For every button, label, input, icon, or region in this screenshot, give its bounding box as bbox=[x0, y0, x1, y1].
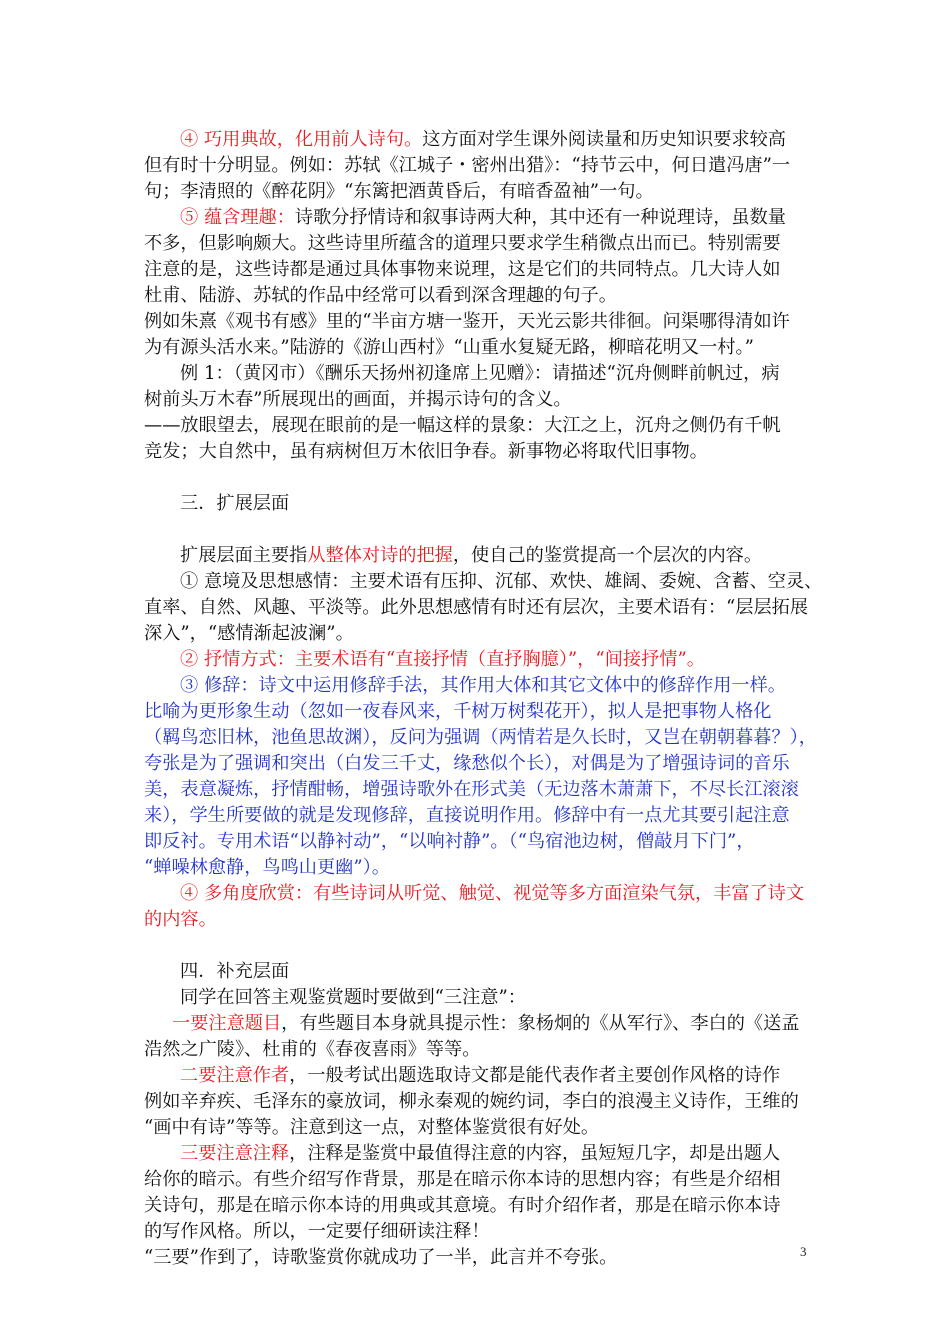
point-2-line-2: 例如辛弃疾、毛泽东的豪放词，柳永秦观的婉约词，李白的浪漫主义诗作，王维的 bbox=[144, 1091, 799, 1112]
item-4-line-1: ④ 巧用典故，化用前人诗句。这方面对学生课外阅读量和历史知识要求较高 bbox=[180, 129, 786, 150]
section-3-heading: 三．扩展层面 bbox=[180, 493, 290, 514]
s3-item-1-line-1: ① 意境及思想感情：主要术语有压抑、沉郁、欢快、雄阔、委婉、含蓄、空灵、 bbox=[180, 571, 823, 592]
point-2-heading: 二要注意作者 bbox=[180, 1065, 290, 1086]
section-4-heading: 四．补充层面 bbox=[180, 961, 290, 982]
item-5-line-4: 杜甫、陆游、苏轼的作品中经常可以看到深含理趣的句子。 bbox=[144, 285, 617, 306]
example-1-line-2: 树前头万木春”所展现出的画面，并揭示诗句的含义。 bbox=[144, 389, 572, 410]
s3-item-2: ② 抒情方式：主要术语有“直接抒情（直抒胸臆）”，“间接抒情”。 bbox=[180, 649, 705, 670]
closing-line: “三要”作到了，诗歌鉴赏你就成功了一半，此言并不夸张。 bbox=[144, 1247, 618, 1268]
point-3-line-1: 三要注意注释，注释是鉴赏中最值得注意的内容，虽短短几字，却是出题人 bbox=[180, 1143, 781, 1164]
s3-item-1-line-2: 直率、自然、风趣、平淡等。此外思想感情有时还有层次，主要术语有：“层层拓展 bbox=[144, 597, 809, 618]
intro-emphasis: 从整体对诗的把握 bbox=[307, 545, 453, 566]
s3-item-4-line-1: ④ 多角度欣赏：有些诗词从听觉、触觉、视觉等多方面渲染气氛，丰富了诗文 bbox=[180, 883, 805, 904]
s3-item-3-line-3: （羁鸟恋旧林，池鱼思故渊），反问为强调（两情若是久长时，又岂在朝朝暮暮？）， bbox=[144, 727, 817, 748]
item-4-line-2: 但有时十分明显。例如：苏轼《江城子・密州出猎》：“持节云中，何日遣冯唐”一 bbox=[144, 155, 791, 176]
point-3-heading: 三要注意注释 bbox=[180, 1143, 290, 1164]
item-5-line-1: ⑤ 蕴含理趣：诗歌分抒情诗和叙事诗两大种，其中还有一种说理诗，虽数量 bbox=[180, 207, 786, 228]
section-3-intro: 扩展层面主要指从整体对诗的把握，使自己的鉴赏提高一个层次的内容。 bbox=[180, 545, 763, 566]
point-1-heading: 一要注意题目 bbox=[172, 1013, 282, 1034]
item-5-line-5: 例如朱熹《观书有感》里的“半亩方塘一鉴开，天光云影共徘徊。问渠哪得清如许 bbox=[144, 311, 790, 332]
s3-item-4-line-2: 的内容。 bbox=[144, 909, 217, 930]
s3-item-3-line-1: ③ 修辞：诗文中运用修辞手法，其作用大体和其它文体中的修辞作用一样。 bbox=[180, 675, 786, 696]
s3-item-1-line-3: 深入”，“感情渐起波澜”。 bbox=[144, 623, 354, 644]
item-4-heading: ④ 巧用典故，化用前人诗句。 bbox=[180, 129, 423, 150]
point-2-line-1: 二要注意作者，一般考试出题选取诗文都是能代表作者主要创作风格的诗作 bbox=[180, 1065, 781, 1086]
point-2-line-3: “画中有诗”等等。注意到这一点，对整体鉴赏很有好处。 bbox=[144, 1117, 600, 1138]
page-number: 3 bbox=[800, 1244, 807, 1259]
section-4-intro: 同学在回答主观鉴赏题时要做到“三注意”： bbox=[180, 987, 526, 1008]
point-1-line-1: 一要注意题目，有些题目本身就具提示性：象杨炯的《从军行》、李白的《送孟 bbox=[172, 1013, 800, 1034]
s3-item-3-line-5: 美，表意凝炼，抒情酣畅，增强诗歌外在形式美（无边落木萧萧下，不尽长江滚滚 bbox=[144, 779, 799, 800]
s3-item-3-line-8: “蝉噪林愈静，鸟鸣山更幽”）。 bbox=[144, 857, 390, 878]
point-1-line-2: 浩然之广陵》、杜甫的《春夜喜雨》等等。 bbox=[144, 1039, 481, 1060]
item-5-line-2: 不多，但影响颇大。这些诗里所蕴含的道理只要求学生稍微点出而已。特别需要 bbox=[144, 233, 781, 254]
point-3-line-3: 关诗句，那是在暗示你本诗的用典或其意境。有时介绍作者，那是在暗示你本诗 bbox=[144, 1195, 781, 1216]
item-4-line-3: 句；李清照的《醉花阴》“东篱把酒黄昏后，有暗香盈袖”一句。 bbox=[144, 181, 654, 202]
point-3-line-4: 的写作风格。所以，一定要仔细研读注释！ bbox=[144, 1221, 490, 1242]
s3-item-3-line-4: 夸张是为了强调和突出（白发三千丈，缘愁似个长），对偶是为了增强诗词的音乐 bbox=[144, 753, 790, 774]
example-1-line-4: 竞发；大自然中，虽有病树但万木依旧争春。新事物必将取代旧事物。 bbox=[144, 441, 708, 462]
item-5-heading: ⑤ 蕴含理趣： bbox=[180, 207, 295, 228]
example-1-line-3: ——放眼望去，展现在眼前的是一幅这样的景象：大江之上，沉舟之侧仍有千帆 bbox=[144, 415, 781, 436]
item-5-line-6: 为有源头活水来。”陆游的《游山西村》“山重水复疑无路，柳暗花明又一村。” bbox=[144, 337, 754, 358]
point-3-line-2: 给你的暗示。有些介绍写作背景，那是在暗示你本诗的思想内容；有些是介绍相 bbox=[144, 1169, 781, 1190]
s3-item-3-line-6: 来），学生所要做的就是发现修辞，直接说明作用。修辞中有一点尤其要引起注意 bbox=[144, 805, 790, 826]
s3-item-3-line-7: 即反衬。专用术语“以静衬动”，“以响衬静”。（“鸟宿池边树，僧敲月下门”， bbox=[144, 831, 755, 852]
example-1-line-1: 例 1：（黄冈市）《酬乐天扬州初逢席上见赠》：请描述“沉舟侧畔前帆过，病 bbox=[180, 363, 780, 384]
s3-item-3-line-2: 比喻为更形象生动（忽如一夜春风来，千树万树梨花开），拟人是把事物人格化 bbox=[144, 701, 772, 722]
item-5-line-3: 注意的是，这些诗都是通过具体事物来说理，这是它们的共同特点。几大诗人如 bbox=[144, 259, 781, 280]
